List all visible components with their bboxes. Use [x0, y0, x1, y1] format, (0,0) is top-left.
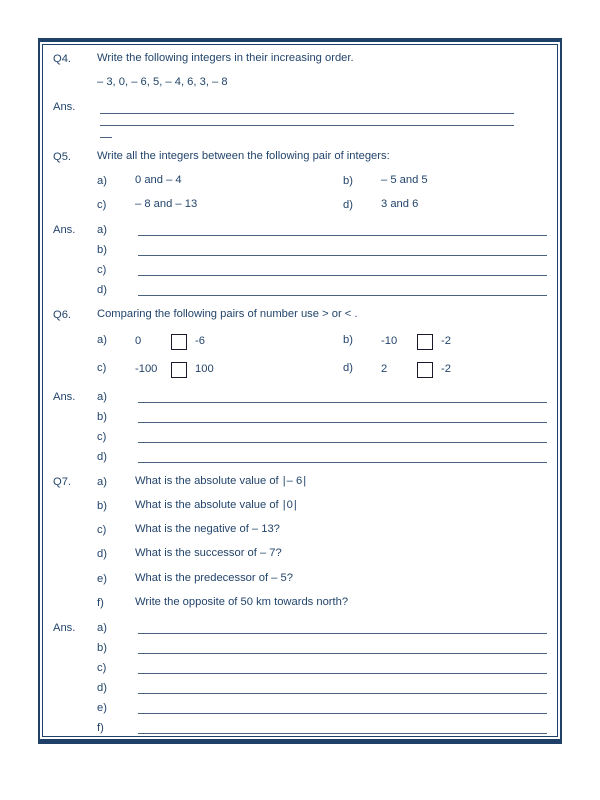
q6-item-b-letter: b) [343, 333, 353, 346]
q6-pair-ab [97, 334, 547, 350]
q5-item-d-letter: d) [343, 199, 353, 212]
q5-ans-spacer-b [53, 255, 97, 256]
q6-ans-letter-b: b) [97, 410, 107, 423]
q7-ans-spacer-f [53, 733, 97, 734]
question-q7-item-d [53, 548, 547, 560]
q7-item-b-text [135, 500, 547, 511]
answer-rule[interactable] [138, 422, 547, 423]
q6-item-d [343, 362, 547, 378]
abs-bar-close-icon: | [303, 474, 307, 487]
answer-rule[interactable] [138, 275, 547, 276]
q6-items-row-2 [53, 362, 547, 378]
q7-ans-letter-d: d) [97, 682, 107, 695]
q6-ans-spacer-c [53, 442, 97, 443]
q7-answer-line-c [53, 662, 547, 674]
q7-item-a-value: – 6 [286, 474, 303, 487]
q7-ans-spacer-b [53, 653, 97, 654]
q7-answer-line-d [53, 682, 547, 694]
q7-item-d-spacer [53, 548, 97, 549]
question-q7-item-a [53, 476, 547, 488]
answer-rule-stub[interactable] [100, 137, 112, 138]
q5-item-b-text: – 5 and 5 [381, 173, 428, 186]
q7-answer-line-a [53, 622, 547, 634]
q6-ans-spacer-b [53, 422, 97, 423]
q5-item-c-text: – 8 and – 13 [135, 198, 198, 211]
worksheet-page-frame [38, 38, 562, 744]
q5-pair-cd [97, 199, 547, 211]
q6-comparison-d [381, 362, 451, 378]
q5-item-b [343, 175, 547, 187]
question-q6 [53, 309, 547, 321]
answer-rule[interactable] [138, 295, 547, 296]
q6-ans-spacer-d [53, 462, 97, 463]
q7-item-f-letter: f) [97, 596, 104, 609]
worksheet-content [43, 45, 557, 736]
q7-item-e-letter: e) [97, 572, 107, 585]
q5-pair-ab [97, 175, 547, 187]
q7-ans-letter-a: a) [97, 622, 107, 635]
q5-item-a-letter: a) [97, 174, 107, 187]
answer-rule[interactable] [100, 125, 514, 126]
q6-c-answer-box[interactable] [171, 362, 187, 378]
question-q7-item-b [53, 500, 547, 512]
q5-answer-line-d [53, 284, 547, 296]
answer-rule[interactable] [138, 733, 547, 734]
q6-item-d-letter: d) [343, 361, 353, 374]
answer-rule[interactable] [138, 402, 547, 403]
q5-ans-spacer-d [53, 295, 97, 296]
q6-answer-line-b [53, 411, 547, 423]
q4-ans-spacer-2 [53, 125, 97, 126]
q7-item-d-text: What is the successor of – 7? [135, 547, 282, 560]
q6-answer-line-d [53, 451, 547, 463]
q6-b-left-value: -10 [381, 335, 398, 348]
q5-item-a-text: 0 and – 4 [135, 173, 182, 186]
q6-answer-line-a [53, 391, 547, 403]
abs-bar-close-icon: | [293, 499, 297, 512]
q6-d-left-value: 2 [381, 363, 388, 376]
q6-b-answer-box[interactable] [417, 334, 433, 350]
q5-item-c [97, 199, 343, 211]
q5-items-row-1 [53, 175, 547, 187]
q4-ans-spacer-3 [53, 137, 97, 138]
q7-item-b-prefix: What is the absolute value of [135, 499, 282, 512]
q7-ans-letter-e: e) [97, 702, 107, 715]
answer-rule[interactable] [138, 673, 547, 674]
answer-rule[interactable] [138, 653, 547, 654]
q6-items-row-1 [53, 334, 547, 350]
abs-bar-open-icon: | [282, 474, 286, 487]
q7-answer-line-b [53, 642, 547, 654]
abs-bar-open-icon: | [282, 499, 286, 512]
q7-item-f-spacer [53, 597, 97, 598]
q6-c-left-value: -100 [135, 363, 158, 376]
q4-answer-line-1 [53, 101, 547, 113]
q7-item-e-text: What is the predecessor of – 5? [135, 571, 293, 584]
q5-item-b-letter: b) [343, 174, 353, 187]
answer-rule[interactable] [138, 713, 547, 714]
question-q4 [53, 53, 547, 65]
q5-items-row-2 [53, 199, 547, 211]
q4-number-label: Q4. [53, 53, 72, 65]
q7-item-e-spacer [53, 573, 97, 574]
q5-ans-label: Ans. [53, 224, 76, 237]
q6-d-answer-box[interactable] [417, 362, 433, 378]
q5-item-d [343, 199, 547, 211]
q7-ans-letter-f: f) [97, 722, 104, 735]
q5-item-d-text: 3 and 6 [381, 198, 419, 211]
q6-comparison-b [381, 334, 451, 350]
q4-prompt: Write the following integers in their increasing order. [97, 52, 354, 64]
q6-item-b [343, 334, 547, 350]
q4-ans-label: Ans. [53, 101, 76, 114]
q6-b-right-value: -2 [441, 335, 451, 348]
question-q5 [53, 151, 547, 163]
q5-ans-spacer-c [53, 275, 97, 276]
q7-item-b-value: 0 [286, 499, 293, 512]
question-q7-item-c [53, 524, 547, 536]
answer-rule[interactable] [138, 633, 547, 634]
q6-a-right-value: -6 [195, 335, 205, 348]
answer-rule[interactable] [138, 693, 547, 694]
q7-number-label: Q7. [53, 475, 72, 488]
q7-item-b-spacer [53, 500, 97, 501]
q7-item-b-letter: b) [97, 500, 107, 513]
q4-given-row [53, 77, 547, 88]
q7-item-c-letter: c) [97, 524, 107, 537]
q6-pair-cd [97, 362, 547, 378]
q6-item-c [97, 362, 343, 378]
q7-item-a-text [135, 476, 547, 487]
q6-ans-letter-c: c) [97, 430, 107, 443]
q6-a-left-value: 0 [135, 335, 142, 348]
q7-ans-spacer-c [53, 673, 97, 674]
q7-ans-letter-c: c) [97, 662, 107, 675]
q5-ans-letter-a: a) [97, 224, 107, 237]
q4-answer-line-2 [53, 114, 547, 126]
q6-ans-letter-d: d) [97, 450, 107, 463]
q7-ans-spacer-e [53, 713, 97, 714]
q6-d-right-value: -2 [441, 363, 451, 376]
question-q7-item-f [53, 597, 547, 609]
q6-prompt: Comparing the following pairs of number use > or < . [97, 308, 358, 321]
q6-item-c-letter: c) [97, 361, 107, 374]
q5-number-label: Q5. [53, 150, 72, 163]
q7-item-a-letter: a) [97, 475, 107, 488]
q4-given-integers: – 3, 0, – 6, 5, – 4, 6, 3, – 8 [97, 76, 228, 89]
answer-rule[interactable] [100, 113, 514, 114]
q7-item-c-text: What is the negative of – 13? [135, 523, 280, 536]
q7-item-f-text: Write the opposite of 50 km towards north? [135, 595, 349, 608]
q5-ans-letter-b: b) [97, 244, 107, 257]
q7-answer-line-e [53, 702, 547, 714]
q6-ans-label: Ans. [53, 390, 76, 403]
q7-item-d-letter: d) [97, 548, 107, 561]
q6-answer-line-c [53, 431, 547, 443]
q6-number-label: Q6. [53, 309, 72, 322]
q5-ans-letter-d: d) [97, 284, 107, 297]
q7-answer-line-f [53, 722, 547, 734]
q5-item-c-letter: c) [97, 199, 107, 212]
q6-a-answer-box[interactable] [171, 334, 187, 350]
q7-item-c-spacer [53, 524, 97, 525]
q5-ans-letter-c: c) [97, 264, 107, 277]
answer-rule[interactable] [138, 442, 547, 443]
answer-rule[interactable] [138, 255, 547, 256]
q5-answer-line-c [53, 264, 547, 276]
question-q7-item-e [53, 573, 547, 585]
q6-item-a [97, 334, 343, 350]
q6-comparison-c [135, 362, 214, 378]
q7-item-a-prefix: What is the absolute value of [135, 474, 282, 487]
q5-row1-spacer [53, 175, 97, 176]
q6-comparison-a [135, 334, 205, 350]
q4-answer-line-3-stub [53, 126, 547, 138]
q6-c-right-value: 100 [195, 363, 214, 376]
answer-rule[interactable] [138, 462, 547, 463]
q5-prompt: Write all the integers between the following pair of integers: [97, 149, 390, 162]
answer-rule[interactable] [138, 235, 547, 236]
q5-item-a [97, 175, 343, 187]
q5-answer-line-b [53, 244, 547, 256]
q6-row1-spacer [53, 334, 97, 335]
q6-item-a-letter: a) [97, 333, 107, 346]
q5-answer-line-a [53, 224, 547, 236]
q7-ans-spacer-d [53, 693, 97, 694]
q6-row2-spacer [53, 362, 97, 363]
q6-ans-letter-a: a) [97, 390, 107, 403]
q5-row2-spacer [53, 199, 97, 200]
q4-given-spacer [53, 77, 97, 78]
worksheet-page-inner-border [42, 44, 558, 737]
q7-ans-label: Ans. [53, 622, 76, 635]
q7-ans-letter-b: b) [97, 642, 107, 655]
